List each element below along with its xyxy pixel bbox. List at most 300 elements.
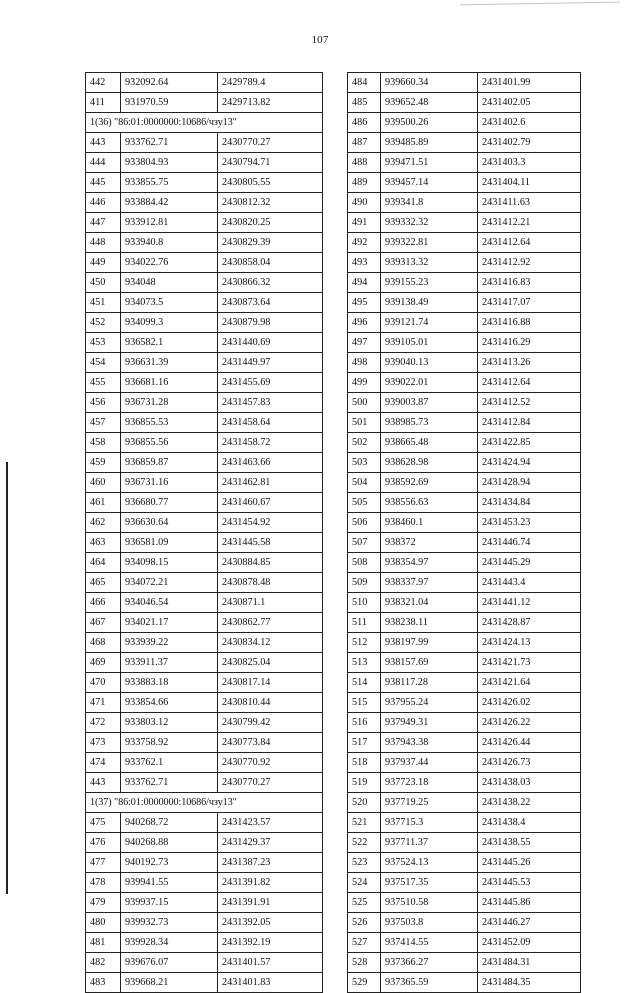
x-coordinate: 939660.34 bbox=[381, 73, 478, 93]
y-coordinate: 2431463.66 bbox=[218, 453, 323, 473]
x-coordinate: 939941.55 bbox=[121, 873, 218, 893]
x-coordinate: 933883.18 bbox=[121, 673, 218, 693]
table-row bbox=[86, 833, 323, 853]
table-row bbox=[348, 593, 581, 613]
x-coordinate: 939105.01 bbox=[381, 333, 478, 353]
x-coordinate: 938238.11 bbox=[381, 613, 478, 633]
table-row bbox=[348, 973, 581, 993]
y-coordinate: 2431458.72 bbox=[218, 433, 323, 453]
point-number: 507 bbox=[348, 533, 381, 553]
y-coordinate: 2431458.64 bbox=[218, 413, 323, 433]
point-number: 463 bbox=[86, 533, 121, 553]
x-coordinate: 939332.32 bbox=[381, 213, 478, 233]
point-number: 466 bbox=[86, 593, 121, 613]
point-number: 491 bbox=[348, 213, 381, 233]
x-coordinate: 938337.97 bbox=[381, 573, 478, 593]
point-number: 482 bbox=[86, 953, 121, 973]
point-number: 444 bbox=[86, 153, 121, 173]
point-number: 451 bbox=[86, 293, 121, 313]
point-number: 513 bbox=[348, 653, 381, 673]
table-row bbox=[86, 413, 323, 433]
point-number: 462 bbox=[86, 513, 121, 533]
table-row bbox=[86, 693, 323, 713]
y-coordinate: 2431417.07 bbox=[478, 293, 581, 313]
table-row bbox=[348, 733, 581, 753]
y-coordinate: 2430794.71 bbox=[218, 153, 323, 173]
y-coordinate: 2431457.83 bbox=[218, 393, 323, 413]
x-coordinate: 938321.04 bbox=[381, 593, 478, 613]
x-coordinate: 931970.59 bbox=[121, 93, 218, 113]
y-coordinate: 2431460.67 bbox=[218, 493, 323, 513]
parcel-header: 1(37) "86:01:0000000:10686/чзу13" bbox=[86, 793, 323, 813]
y-coordinate: 2431426.44 bbox=[478, 733, 581, 753]
point-number: 449 bbox=[86, 253, 121, 273]
y-coordinate: 2431438.55 bbox=[478, 833, 581, 853]
y-coordinate: 2431404.11 bbox=[478, 173, 581, 193]
x-coordinate: 937503.8 bbox=[381, 913, 478, 933]
y-coordinate: 2431423.57 bbox=[218, 813, 323, 833]
y-coordinate: 2430834.12 bbox=[218, 633, 323, 653]
x-coordinate: 937711.37 bbox=[381, 833, 478, 853]
x-coordinate: 939003.87 bbox=[381, 393, 478, 413]
table-row bbox=[86, 373, 323, 393]
point-number: 443 bbox=[86, 133, 121, 153]
coordinates-table-left bbox=[85, 72, 323, 993]
table-row bbox=[86, 633, 323, 653]
y-coordinate: 2431402.05 bbox=[478, 93, 581, 113]
point-number: 521 bbox=[348, 813, 381, 833]
table-row bbox=[348, 613, 581, 633]
table-row bbox=[348, 233, 581, 253]
table-row bbox=[86, 593, 323, 613]
y-coordinate: 2431411.63 bbox=[478, 193, 581, 213]
y-coordinate: 2431438.22 bbox=[478, 793, 581, 813]
table-row bbox=[86, 753, 323, 773]
y-coordinate: 2431445.58 bbox=[218, 533, 323, 553]
table-row bbox=[348, 473, 581, 493]
table-row bbox=[348, 393, 581, 413]
x-coordinate: 939457.14 bbox=[381, 173, 478, 193]
y-coordinate: 2431412.92 bbox=[478, 253, 581, 273]
y-coordinate: 2431402.6 bbox=[478, 113, 581, 133]
table-row bbox=[86, 813, 323, 833]
table-row bbox=[86, 533, 323, 553]
parcel-header-row bbox=[86, 113, 323, 133]
x-coordinate: 933758.92 bbox=[121, 733, 218, 753]
x-coordinate: 938628.98 bbox=[381, 453, 478, 473]
table-row bbox=[348, 333, 581, 353]
x-coordinate: 939932.73 bbox=[121, 913, 218, 933]
table-row bbox=[86, 953, 323, 973]
y-coordinate: 2430770.27 bbox=[218, 133, 323, 153]
point-number: 483 bbox=[86, 973, 121, 993]
point-number: 506 bbox=[348, 513, 381, 533]
point-number: 476 bbox=[86, 833, 121, 853]
y-coordinate: 2430858.04 bbox=[218, 253, 323, 273]
x-coordinate: 939322.81 bbox=[381, 233, 478, 253]
x-coordinate: 936859.87 bbox=[121, 453, 218, 473]
y-coordinate: 2431412.64 bbox=[478, 373, 581, 393]
table-row bbox=[348, 873, 581, 893]
x-coordinate: 939676.07 bbox=[121, 953, 218, 973]
x-coordinate: 937517.35 bbox=[381, 873, 478, 893]
point-number: 465 bbox=[86, 573, 121, 593]
table-row bbox=[348, 493, 581, 513]
point-number: 485 bbox=[348, 93, 381, 113]
point-number: 442 bbox=[86, 73, 121, 93]
point-number: 469 bbox=[86, 653, 121, 673]
x-coordinate: 939022.01 bbox=[381, 373, 478, 393]
point-number: 443 bbox=[86, 773, 121, 793]
point-number: 455 bbox=[86, 373, 121, 393]
point-number: 457 bbox=[86, 413, 121, 433]
y-coordinate: 2431403.3 bbox=[478, 153, 581, 173]
y-coordinate: 2431387.23 bbox=[218, 853, 323, 873]
x-coordinate: 938117.28 bbox=[381, 673, 478, 693]
y-coordinate: 2430862.77 bbox=[218, 613, 323, 633]
point-number: 497 bbox=[348, 333, 381, 353]
table-row bbox=[348, 933, 581, 953]
x-coordinate: 938985.73 bbox=[381, 413, 478, 433]
point-number: 494 bbox=[348, 273, 381, 293]
y-coordinate: 2431412.64 bbox=[478, 233, 581, 253]
point-number: 472 bbox=[86, 713, 121, 733]
table-row bbox=[348, 793, 581, 813]
y-coordinate: 2431445.86 bbox=[478, 893, 581, 913]
point-number: 522 bbox=[348, 833, 381, 853]
y-coordinate: 2431429.37 bbox=[218, 833, 323, 853]
y-coordinate: 2431446.74 bbox=[478, 533, 581, 553]
x-coordinate: 934072.21 bbox=[121, 573, 218, 593]
table-row bbox=[348, 713, 581, 733]
x-coordinate: 938372 bbox=[381, 533, 478, 553]
point-number: 526 bbox=[348, 913, 381, 933]
point-number: 467 bbox=[86, 613, 121, 633]
x-coordinate: 939040.13 bbox=[381, 353, 478, 373]
point-number: 499 bbox=[348, 373, 381, 393]
point-number: 480 bbox=[86, 913, 121, 933]
point-number: 493 bbox=[348, 253, 381, 273]
point-number: 505 bbox=[348, 493, 381, 513]
table-row bbox=[348, 513, 581, 533]
table-row bbox=[348, 953, 581, 973]
y-coordinate: 2431484.31 bbox=[478, 953, 581, 973]
table-row bbox=[86, 433, 323, 453]
parcel-header: 1(36) "86:01:0000000:10686/чзу13" bbox=[86, 113, 323, 133]
point-number: 509 bbox=[348, 573, 381, 593]
x-coordinate: 933855.75 bbox=[121, 173, 218, 193]
x-coordinate: 933762.71 bbox=[121, 773, 218, 793]
point-number: 411 bbox=[86, 93, 121, 113]
y-coordinate: 2430820.25 bbox=[218, 213, 323, 233]
y-coordinate: 2431424.13 bbox=[478, 633, 581, 653]
table-row bbox=[348, 573, 581, 593]
table-row bbox=[348, 693, 581, 713]
y-coordinate: 2430829.39 bbox=[218, 233, 323, 253]
y-coordinate: 2430825.04 bbox=[218, 653, 323, 673]
scan-edge-bar bbox=[6, 462, 8, 894]
y-coordinate: 2431426.02 bbox=[478, 693, 581, 713]
point-number: 512 bbox=[348, 633, 381, 653]
y-coordinate: 2431453.23 bbox=[478, 513, 581, 533]
y-coordinate: 2430866.32 bbox=[218, 273, 323, 293]
x-coordinate: 936855.53 bbox=[121, 413, 218, 433]
y-coordinate: 2431455.69 bbox=[218, 373, 323, 393]
table-row bbox=[348, 133, 581, 153]
y-coordinate: 2431438.03 bbox=[478, 773, 581, 793]
x-coordinate: 936681.16 bbox=[121, 373, 218, 393]
y-coordinate: 2431462.81 bbox=[218, 473, 323, 493]
x-coordinate: 937365.59 bbox=[381, 973, 478, 993]
x-coordinate: 938556.63 bbox=[381, 493, 478, 513]
y-coordinate: 2431428.87 bbox=[478, 613, 581, 633]
y-coordinate: 2430871.1 bbox=[218, 593, 323, 613]
y-coordinate: 2431445.53 bbox=[478, 873, 581, 893]
y-coordinate: 2431440.69 bbox=[218, 333, 323, 353]
y-coordinate: 2431412.21 bbox=[478, 213, 581, 233]
table-row bbox=[86, 933, 323, 953]
table-row bbox=[348, 193, 581, 213]
table-row bbox=[86, 193, 323, 213]
x-coordinate: 936731.16 bbox=[121, 473, 218, 493]
point-number: 447 bbox=[86, 213, 121, 233]
table-row bbox=[86, 253, 323, 273]
point-number: 498 bbox=[348, 353, 381, 373]
point-number: 495 bbox=[348, 293, 381, 313]
x-coordinate: 938592.69 bbox=[381, 473, 478, 493]
point-number: 514 bbox=[348, 673, 381, 693]
point-number: 501 bbox=[348, 413, 381, 433]
y-coordinate: 2431445.29 bbox=[478, 553, 581, 573]
y-coordinate: 2431413.26 bbox=[478, 353, 581, 373]
x-coordinate: 939471.51 bbox=[381, 153, 478, 173]
table-row bbox=[86, 913, 323, 933]
x-coordinate: 938354.97 bbox=[381, 553, 478, 573]
y-coordinate: 2430799.42 bbox=[218, 713, 323, 733]
table-row bbox=[86, 773, 323, 793]
y-coordinate: 2431402.79 bbox=[478, 133, 581, 153]
point-number: 468 bbox=[86, 633, 121, 653]
x-coordinate: 939485.89 bbox=[381, 133, 478, 153]
table-row bbox=[86, 873, 323, 893]
y-coordinate: 2430878.48 bbox=[218, 573, 323, 593]
x-coordinate: 936680.77 bbox=[121, 493, 218, 513]
x-coordinate: 940268.88 bbox=[121, 833, 218, 853]
table-row bbox=[86, 853, 323, 873]
y-coordinate: 2431428.94 bbox=[478, 473, 581, 493]
x-coordinate: 937715.3 bbox=[381, 813, 478, 833]
x-coordinate: 937414.55 bbox=[381, 933, 478, 953]
table-row bbox=[86, 353, 323, 373]
x-coordinate: 938197.99 bbox=[381, 633, 478, 653]
x-coordinate: 937937.44 bbox=[381, 753, 478, 773]
point-number: 518 bbox=[348, 753, 381, 773]
y-coordinate: 2431422.85 bbox=[478, 433, 581, 453]
point-number: 510 bbox=[348, 593, 381, 613]
table-row bbox=[86, 233, 323, 253]
y-coordinate: 2431416.88 bbox=[478, 313, 581, 333]
x-coordinate: 936731.28 bbox=[121, 393, 218, 413]
x-coordinate: 939668.21 bbox=[121, 973, 218, 993]
table-row bbox=[348, 353, 581, 373]
y-coordinate: 2431452.09 bbox=[478, 933, 581, 953]
table-row bbox=[348, 453, 581, 473]
point-number: 516 bbox=[348, 713, 381, 733]
x-coordinate: 933884.42 bbox=[121, 193, 218, 213]
x-coordinate: 940192.73 bbox=[121, 853, 218, 873]
x-coordinate: 939121.74 bbox=[381, 313, 478, 333]
y-coordinate: 2429789.4 bbox=[218, 73, 323, 93]
point-number: 452 bbox=[86, 313, 121, 333]
table-row bbox=[348, 153, 581, 173]
point-number: 473 bbox=[86, 733, 121, 753]
table-row bbox=[86, 153, 323, 173]
y-coordinate: 2430879.98 bbox=[218, 313, 323, 333]
x-coordinate: 933804.93 bbox=[121, 153, 218, 173]
x-coordinate: 934048 bbox=[121, 273, 218, 293]
table-row bbox=[86, 313, 323, 333]
table-row bbox=[348, 313, 581, 333]
page-number: 107 bbox=[311, 34, 329, 46]
point-number: 503 bbox=[348, 453, 381, 473]
point-number: 520 bbox=[348, 793, 381, 813]
table-row bbox=[348, 773, 581, 793]
point-number: 448 bbox=[86, 233, 121, 253]
point-number: 529 bbox=[348, 973, 381, 993]
y-coordinate: 2431441.12 bbox=[478, 593, 581, 613]
table-row bbox=[348, 433, 581, 453]
y-coordinate: 2431401.83 bbox=[218, 973, 323, 993]
x-coordinate: 933940.8 bbox=[121, 233, 218, 253]
point-number: 489 bbox=[348, 173, 381, 193]
table-row bbox=[348, 413, 581, 433]
point-number: 511 bbox=[348, 613, 381, 633]
table-row bbox=[86, 733, 323, 753]
point-number: 453 bbox=[86, 333, 121, 353]
x-coordinate: 938157.69 bbox=[381, 653, 478, 673]
table-row bbox=[86, 653, 323, 673]
table-row bbox=[86, 973, 323, 993]
x-coordinate: 939138.49 bbox=[381, 293, 478, 313]
x-coordinate: 934046.54 bbox=[121, 593, 218, 613]
table-row bbox=[348, 533, 581, 553]
point-number: 527 bbox=[348, 933, 381, 953]
point-number: 454 bbox=[86, 353, 121, 373]
point-number: 508 bbox=[348, 553, 381, 573]
table-row bbox=[348, 633, 581, 653]
table-row bbox=[86, 133, 323, 153]
point-number: 445 bbox=[86, 173, 121, 193]
table-row bbox=[348, 93, 581, 113]
x-coordinate: 938665.48 bbox=[381, 433, 478, 453]
point-number: 456 bbox=[86, 393, 121, 413]
table-row bbox=[348, 213, 581, 233]
x-coordinate: 936581.09 bbox=[121, 533, 218, 553]
y-coordinate: 2431421.64 bbox=[478, 673, 581, 693]
point-number: 446 bbox=[86, 193, 121, 213]
y-coordinate: 2431421.73 bbox=[478, 653, 581, 673]
x-coordinate: 934099.3 bbox=[121, 313, 218, 333]
x-coordinate: 937723.18 bbox=[381, 773, 478, 793]
point-number: 471 bbox=[86, 693, 121, 713]
x-coordinate: 939652.48 bbox=[381, 93, 478, 113]
point-number: 492 bbox=[348, 233, 381, 253]
x-coordinate: 937510.58 bbox=[381, 893, 478, 913]
point-number: 470 bbox=[86, 673, 121, 693]
table-row bbox=[348, 893, 581, 913]
table-row bbox=[86, 93, 323, 113]
table-row bbox=[86, 673, 323, 693]
point-number: 486 bbox=[348, 113, 381, 133]
point-number: 517 bbox=[348, 733, 381, 753]
y-coordinate: 2430770.92 bbox=[218, 753, 323, 773]
point-number: 504 bbox=[348, 473, 381, 493]
point-number: 519 bbox=[348, 773, 381, 793]
table-row bbox=[86, 613, 323, 633]
x-coordinate: 939937.15 bbox=[121, 893, 218, 913]
table-row bbox=[348, 373, 581, 393]
x-coordinate: 933939.22 bbox=[121, 633, 218, 653]
table-row bbox=[348, 913, 581, 933]
table-row bbox=[348, 753, 581, 773]
point-number: 474 bbox=[86, 753, 121, 773]
x-coordinate: 937366.27 bbox=[381, 953, 478, 973]
x-coordinate: 934073.5 bbox=[121, 293, 218, 313]
x-coordinate: 934022.76 bbox=[121, 253, 218, 273]
table-row bbox=[348, 833, 581, 853]
x-coordinate: 937943.38 bbox=[381, 733, 478, 753]
point-number: 475 bbox=[86, 813, 121, 833]
table-row bbox=[86, 293, 323, 313]
point-number: 479 bbox=[86, 893, 121, 913]
table-row bbox=[348, 853, 581, 873]
y-coordinate: 2430770.27 bbox=[218, 773, 323, 793]
point-number: 502 bbox=[348, 433, 381, 453]
table-row bbox=[348, 173, 581, 193]
x-coordinate: 934098.15 bbox=[121, 553, 218, 573]
table-row bbox=[86, 273, 323, 293]
table-row bbox=[86, 573, 323, 593]
point-number: 459 bbox=[86, 453, 121, 473]
table-row bbox=[348, 73, 581, 93]
x-coordinate: 937719.25 bbox=[381, 793, 478, 813]
coordinates-table-right bbox=[347, 72, 581, 993]
point-number: 525 bbox=[348, 893, 381, 913]
y-coordinate: 2430810.44 bbox=[218, 693, 323, 713]
table-row bbox=[348, 553, 581, 573]
y-coordinate: 2431401.99 bbox=[478, 73, 581, 93]
y-coordinate: 2431401.57 bbox=[218, 953, 323, 973]
y-coordinate: 2431392.05 bbox=[218, 913, 323, 933]
table-row bbox=[348, 673, 581, 693]
y-coordinate: 2431445.26 bbox=[478, 853, 581, 873]
point-number: 477 bbox=[86, 853, 121, 873]
point-number: 458 bbox=[86, 433, 121, 453]
point-number: 500 bbox=[348, 393, 381, 413]
table-row bbox=[86, 73, 323, 93]
x-coordinate: 936582.1 bbox=[121, 333, 218, 353]
point-number: 481 bbox=[86, 933, 121, 953]
x-coordinate: 939341.8 bbox=[381, 193, 478, 213]
table-row bbox=[86, 553, 323, 573]
y-coordinate: 2431424.94 bbox=[478, 453, 581, 473]
y-coordinate: 2430805.55 bbox=[218, 173, 323, 193]
x-coordinate: 933762.71 bbox=[121, 133, 218, 153]
y-coordinate: 2431438.4 bbox=[478, 813, 581, 833]
x-coordinate: 936630.64 bbox=[121, 513, 218, 533]
y-coordinate: 2429713.82 bbox=[218, 93, 323, 113]
y-coordinate: 2431416.29 bbox=[478, 333, 581, 353]
